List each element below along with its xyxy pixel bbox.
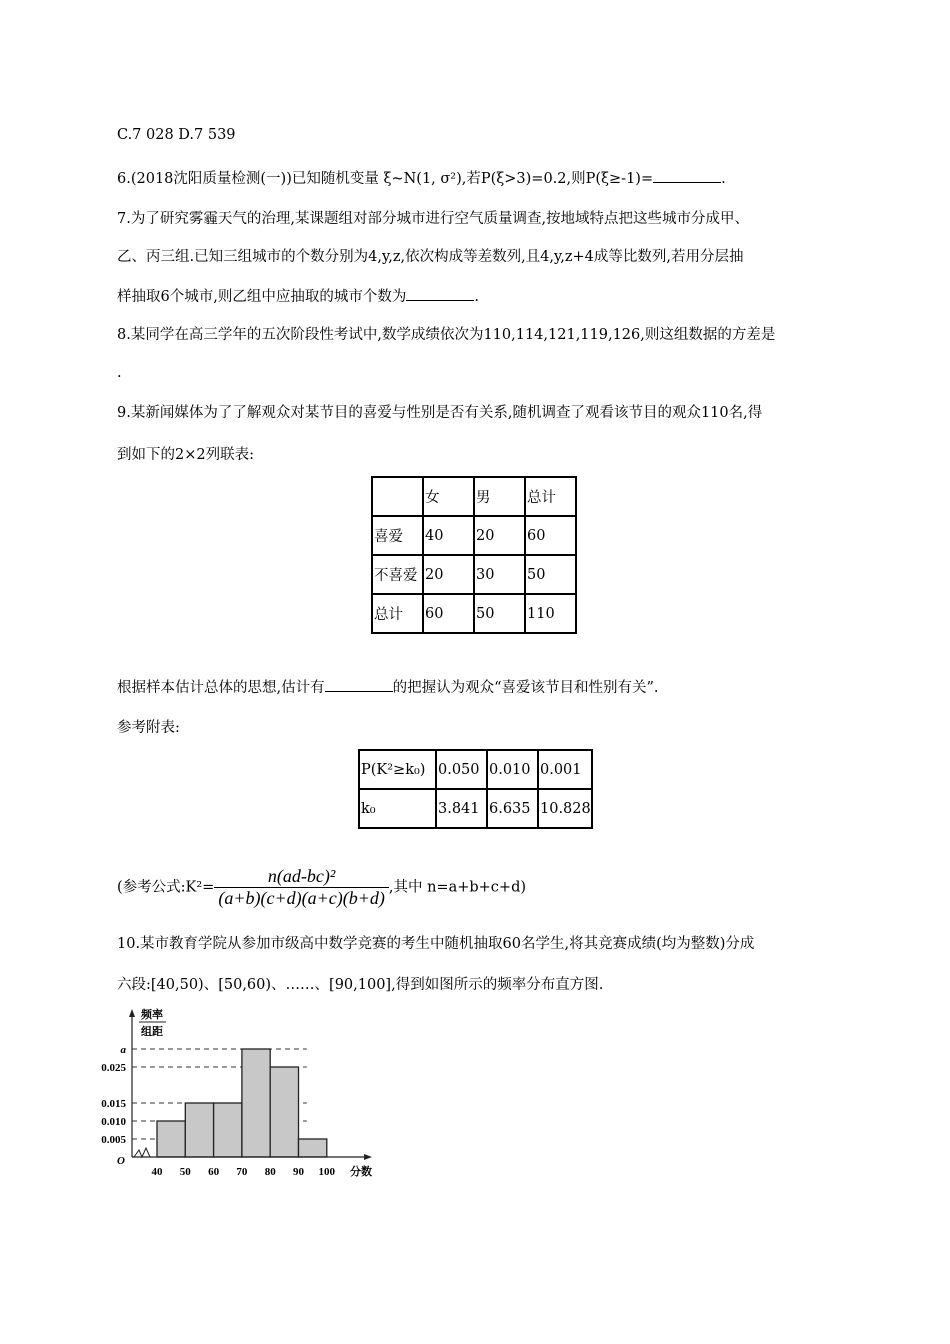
table-cell: 0.001 [538, 750, 592, 789]
q7-end: . [474, 289, 479, 305]
q7-line1: 7.为了研究雾霾天气的治理,某课题组对部分城市进行空气质量调查,按地域特点把这些城市分成甲、 [117, 211, 750, 227]
table-cell: 总计 [372, 594, 423, 633]
table-cell: P(K²≥k₀) [359, 750, 436, 789]
table-cell: 女 [423, 477, 474, 516]
q10-line2: 六段:[40,50)、[50,60)、……、[90,100],得到如图所示的频率分布直方图. [117, 977, 604, 993]
table-cell: k₀ [359, 789, 436, 828]
table-cell: 20 [423, 555, 474, 594]
q7-line2: 乙、丙三组.已知三组城市的个数分别为4,y,z,依次构成等差数列,且4,y,z+4成等比数列,若用分层抽 [117, 249, 744, 265]
table-cell: 60 [423, 594, 474, 633]
x-tick-label: 50 [179, 1166, 191, 1178]
table-cell: 0.010 [487, 750, 538, 789]
q9-text: 根据样本估计总体的思想,估计有 [117, 680, 325, 696]
x-tick-label: 100 [318, 1166, 336, 1178]
reference-table-label: 参考附表: [117, 720, 180, 736]
x-axis-arrow-icon [364, 1154, 372, 1160]
table-cell: 总计 [525, 477, 576, 516]
table-cell: 30 [474, 555, 525, 594]
x-tick-label: 40 [151, 1166, 163, 1178]
q9-text-end: 的把握认为观众“喜爱该节目和性别有关”. [392, 680, 659, 696]
table-cell: 50 [474, 594, 525, 633]
table-cell: 男 [474, 477, 525, 516]
axis-break-icon [134, 1148, 157, 1157]
q7-text: 样抽取6个城市,则乙组中应抽取的城市个数为 [117, 289, 407, 305]
q8-line1: 8.某同学在高三学年的五次阶段性考试中,数学成绩依次为110,114,121,119,126,则这组数据的方差是 [117, 327, 776, 343]
table-cell: 喜爱 [372, 516, 423, 555]
histogram-bar [185, 1103, 213, 1157]
histogram-bar [270, 1067, 298, 1157]
formula-prefix: (参考公式:K²= [117, 879, 215, 896]
q9-line1: 9.某新闻媒体为了了解观众对某节目的喜爱与性别是否有关系,随机调查了观看该节目的观众110名,得 [117, 405, 763, 421]
x-tick-label: 70 [236, 1166, 248, 1178]
y-tick-label: 0.010 [101, 1116, 126, 1128]
table-cell: 0.050 [436, 750, 487, 789]
q10-line1: 10.某市教育学院从参加市级高中数学竞赛的考生中随机抽取60名学生,将其竞赛成绩(均为整数)分成 [117, 936, 755, 952]
table-cell: 110 [525, 594, 576, 633]
table-cell: 20 [474, 516, 525, 555]
y-tick-label: a [120, 1044, 126, 1056]
x-tick-label: 60 [208, 1166, 220, 1178]
histogram-bar [214, 1103, 242, 1157]
q5-options: C.7 028 D.7 539 [117, 127, 236, 143]
histogram-bar [299, 1139, 327, 1157]
q6-end: . [721, 171, 726, 187]
table-cell: 6.635 [487, 789, 538, 828]
histogram-bar [242, 1049, 270, 1157]
y-axis-label-top: 频率 [141, 1009, 163, 1021]
y-tick-label: 0.025 [101, 1062, 126, 1074]
x-axis-label: 分数 [350, 1166, 372, 1178]
formula-numerator: n(ad-bc)² [214, 866, 389, 888]
y-axis-label-bottom: 组距 [141, 1026, 163, 1038]
y-axis-arrow-icon [129, 1009, 135, 1017]
table-cell: 3.841 [436, 789, 487, 828]
q6-text: 6.(2018沈阳质量检测(一))已知随机变量 ξ~N(1, σ²),若P(ξ>3)=0.2,则P(ξ≥-1)= [117, 171, 654, 187]
x-tick-label: 90 [293, 1166, 304, 1178]
x-tick-label: 80 [264, 1166, 276, 1178]
table-cell: 60 [525, 516, 576, 555]
histogram-bar [157, 1121, 185, 1157]
y-tick-label: 0.015 [101, 1098, 126, 1110]
table-cell: 不喜爱 [372, 555, 423, 594]
origin-label: O [117, 1155, 125, 1167]
formula-denominator: (a+b)(c+d)(a+c)(b+d) [218, 888, 385, 908]
y-tick-label: 0.005 [101, 1134, 126, 1146]
q8-line2: . [117, 365, 122, 381]
table-cell: 10.828 [538, 789, 592, 828]
table-cell: 40 [423, 516, 474, 555]
q9-line2: 到如下的2×2列联表: [117, 447, 254, 463]
formula-suffix: ,其中 n=a+b+c+d) [388, 879, 527, 896]
table-cell: 50 [525, 555, 576, 594]
